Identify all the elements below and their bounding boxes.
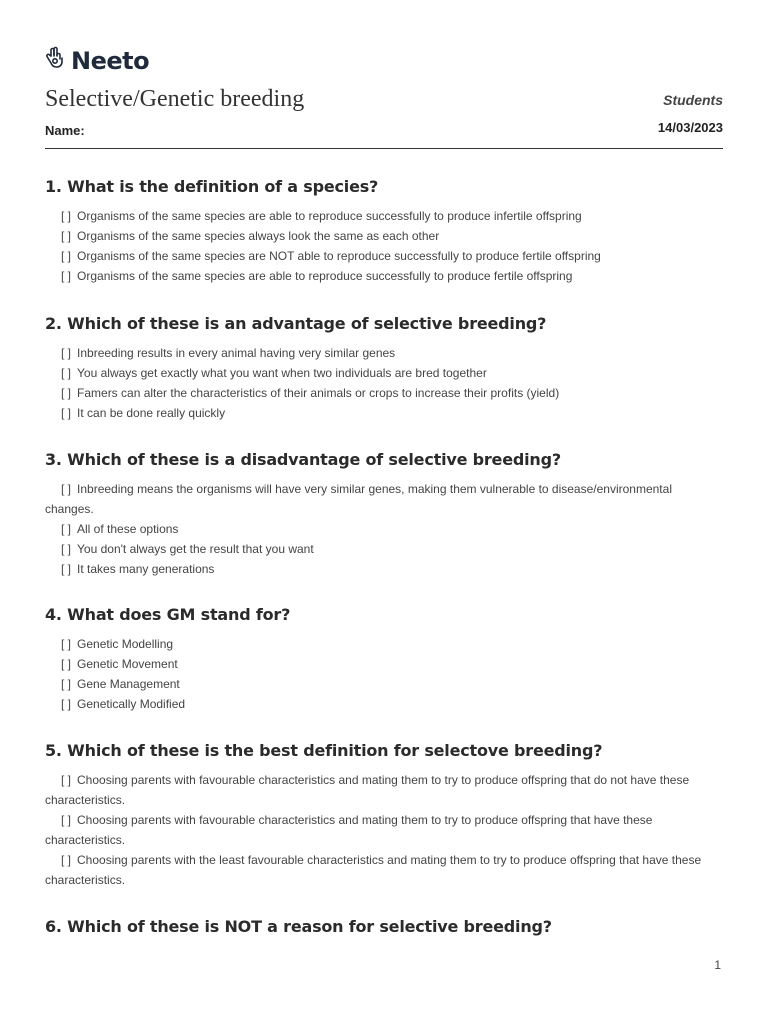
answer-option[interactable]: [ ] You don't always get the result that you want: [61, 542, 314, 556]
answer-option[interactable]: [ ] Gene Management: [61, 677, 180, 691]
question-title: 1. What is the definition of a species?: [45, 177, 379, 196]
checkbox[interactable]: [ ]: [61, 813, 72, 827]
question-title: 6. Which of these is NOT a reason for selective breeding?: [45, 917, 552, 936]
date-label: 14/03/2023: [657, 120, 723, 135]
answer-option[interactable]: [ ] It takes many generations: [61, 562, 215, 576]
page-title: Selective/Genetic breeding: [45, 86, 305, 112]
question-title: 5. Which of these is the best definition for selectove breeding?: [45, 741, 603, 760]
question-6: [45, 917, 723, 946]
answer-option[interactable]: [ ] Organisms of the same species always look the same as each other: [61, 229, 440, 243]
answer-option[interactable]: [ ] It can be done really quickly: [61, 406, 226, 420]
answer-option[interactable]: [ ] Organisms of the same species are NOT able to reproduce successfully to produce fertile offspring: [61, 249, 601, 263]
answer-option[interactable]: [ ] Choosing parents with favourable characteristics and mating them to try to produce offspring that have these characteristics.: [45, 813, 653, 847]
question-3: [45, 450, 723, 579]
checkbox[interactable]: [ ]: [61, 229, 72, 243]
answer-option[interactable]: [ ] Organisms of the same species are able to reproduce successfully to produce fertile offspring: [61, 269, 573, 283]
checkbox[interactable]: [ ]: [61, 269, 72, 283]
answer-option[interactable]: [ ] Genetic Modelling: [61, 637, 174, 651]
checkbox[interactable]: [ ]: [61, 366, 72, 380]
checkbox[interactable]: [ ]: [61, 542, 72, 556]
answer-option[interactable]: [ ] Inbreeding means the organisms will have very similar genes, making them vulnerable to disease/environmental changes.: [45, 482, 672, 516]
checkbox[interactable]: [ ]: [61, 209, 72, 223]
answer-option[interactable]: [ ] Organisms of the same species are able to reproduce successfully to produce infertile offspring: [61, 209, 582, 223]
answer-option[interactable]: [ ] Genetic Movement: [61, 657, 178, 671]
page-number: 1: [714, 958, 721, 972]
answer-option[interactable]: [ ] Choosing parents with favourable characteristics and mating them to try to produce offspring that do not have these characteristics.: [45, 773, 690, 807]
question-title: 3. Which of these is a disadvantage of selective breeding?: [45, 450, 561, 469]
question-title: 2. Which of these is an advantage of selective breeding?: [45, 314, 547, 333]
logo-text: Neeto: [71, 46, 150, 75]
checkbox[interactable]: [ ]: [61, 249, 72, 263]
checkbox[interactable]: [ ]: [61, 346, 72, 360]
question-1: [45, 177, 723, 286]
checkbox[interactable]: [ ]: [61, 637, 72, 651]
question-5: [45, 741, 723, 890]
checkbox[interactable]: [ ]: [61, 522, 72, 536]
answer-option[interactable]: [ ] Famers can alter the characteristics of their animals or crops to increase their profits (yield): [61, 386, 560, 400]
header-divider: [45, 148, 723, 149]
checkbox[interactable]: [ ]: [61, 697, 72, 711]
question-2: [45, 314, 723, 423]
audience-label: Students: [663, 92, 723, 108]
question-title: 4. What does GM stand for?: [45, 605, 291, 624]
checkbox[interactable]: [ ]: [61, 853, 72, 867]
question-4: [45, 605, 723, 714]
checkbox[interactable]: [ ]: [61, 386, 72, 400]
answer-option[interactable]: [ ] Genetically Modified: [61, 697, 186, 711]
checkbox[interactable]: [ ]: [61, 562, 72, 576]
checkbox[interactable]: [ ]: [61, 657, 72, 671]
checkbox[interactable]: [ ]: [61, 482, 72, 496]
answer-option[interactable]: [ ] Choosing parents with the least favourable characteristics and mating them to try to produce offspring that have these characteristics.: [45, 853, 702, 887]
checkbox[interactable]: [ ]: [61, 406, 72, 420]
answer-option[interactable]: [ ] All of these options: [61, 522, 179, 536]
checkbox[interactable]: [ ]: [61, 677, 72, 691]
answer-option[interactable]: [ ] Inbreeding results in every animal having very similar genes: [61, 346, 396, 360]
neeto-logo: [45, 46, 149, 75]
checkbox[interactable]: [ ]: [61, 773, 72, 787]
name-label: Name:: [45, 123, 85, 138]
answer-option[interactable]: [ ] You always get exactly what you want when two individuals are bred together: [61, 366, 487, 380]
hand-icon: [45, 46, 65, 75]
